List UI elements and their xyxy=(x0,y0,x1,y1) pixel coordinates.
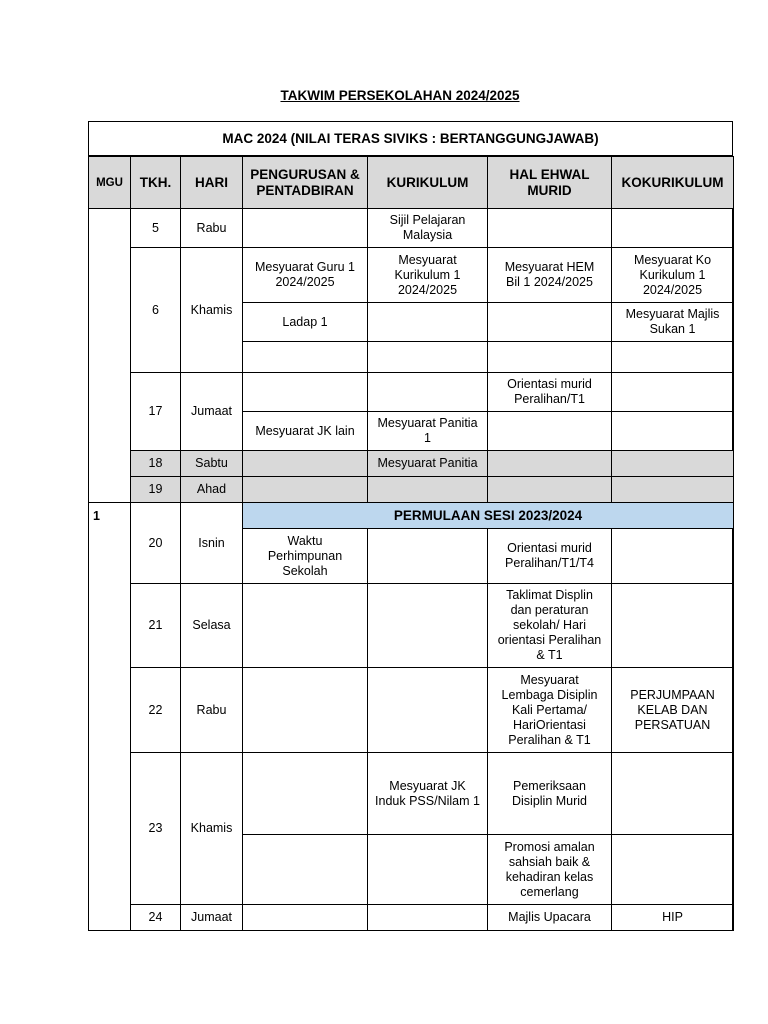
pengurusan-cell: Mesyuarat Guru 1 2024/2025 xyxy=(242,247,368,303)
pengurusan-cell xyxy=(242,208,368,248)
header-mgu: MGU xyxy=(88,156,131,209)
date-cell: 19 xyxy=(130,476,181,503)
header-tkh: TKH. xyxy=(130,156,181,209)
kokurikulum-cell xyxy=(611,476,734,503)
hem-cell xyxy=(487,341,612,373)
pengurusan-cell xyxy=(242,904,368,931)
day-cell: Jumaat xyxy=(180,904,243,931)
pengurusan-cell xyxy=(242,476,368,503)
pengurusan-cell: Ladap 1 xyxy=(242,302,368,342)
kokurikulum-cell xyxy=(611,752,734,835)
kokurikulum-cell xyxy=(611,583,734,668)
kurikulum-cell xyxy=(367,302,488,342)
hem-cell xyxy=(487,450,612,477)
day-cell: Sabtu xyxy=(180,450,243,477)
pengurusan-cell: Mesyuarat JK lain xyxy=(242,411,368,451)
kokurikulum-cell xyxy=(611,411,734,451)
week-cell-empty xyxy=(88,208,131,503)
day-cell: Selasa xyxy=(180,583,243,668)
header-hari: HARI xyxy=(180,156,243,209)
date-cell: 21 xyxy=(130,583,181,668)
pengurusan-cell xyxy=(242,834,368,905)
header-hem: HAL EHWAL MURID xyxy=(487,156,612,209)
date-cell: 17 xyxy=(130,372,181,451)
document-title: TAKWIM PERSEKOLAHAN 2024/2025 xyxy=(280,88,520,103)
header-kurikulum: KURIKULUM xyxy=(367,156,488,209)
kokurikulum-cell: Mesyuarat Ko Kurikulum 1 2024/2025 xyxy=(611,247,734,303)
day-cell: Khamis xyxy=(180,247,243,373)
kurikulum-cell xyxy=(367,904,488,931)
day-cell: Khamis xyxy=(180,752,243,905)
kurikulum-cell xyxy=(367,583,488,668)
pengurusan-cell xyxy=(242,341,368,373)
kurikulum-cell xyxy=(367,528,488,584)
day-cell: Jumaat xyxy=(180,372,243,451)
hem-cell: Orientasi murid Peralihan/T1/T4 xyxy=(487,528,612,584)
kurikulum-cell xyxy=(367,372,488,412)
hem-cell xyxy=(487,476,612,503)
kurikulum-cell xyxy=(367,667,488,753)
kurikulum-cell xyxy=(367,341,488,373)
kurikulum-cell xyxy=(367,834,488,905)
month-header: MAC 2024 (NILAI TERAS SIVIKS : BERTANGGUNGJAWAB) xyxy=(88,121,733,156)
kokurikulum-cell xyxy=(611,450,734,477)
kokurikulum-cell: PERJUMPAAN KELAB DAN PERSATUAN xyxy=(611,667,734,753)
date-cell: 23 xyxy=(130,752,181,905)
kurikulum-cell: Sijil Pelajaran Malaysia xyxy=(367,208,488,248)
week-number: 1 xyxy=(88,502,131,931)
hem-cell: Mesyuarat Lembaga Disiplin Kali Pertama/ HariOrientasi Peralihan & T1 xyxy=(487,667,612,753)
hem-cell: Taklimat Displin dan peraturan sekolah/ Hari orientasi Peralihan & T1 xyxy=(487,583,612,668)
kokurikulum-cell xyxy=(611,341,734,373)
hem-cell: Mesyuarat HEM Bil 1 2024/2025 xyxy=(487,247,612,303)
kokurikulum-cell: Mesyuarat Majlis Sukan 1 xyxy=(611,302,734,342)
hem-cell xyxy=(487,411,612,451)
day-cell: Rabu xyxy=(180,208,243,248)
date-cell: 5 xyxy=(130,208,181,248)
hem-cell: Promosi amalan sahsiah baik & kehadiran kelas cemerlang xyxy=(487,834,612,905)
date-cell: 6 xyxy=(130,247,181,373)
date-cell: 20 xyxy=(130,502,181,584)
pengurusan-cell xyxy=(242,450,368,477)
pengurusan-cell xyxy=(242,752,368,835)
pengurusan-cell xyxy=(242,583,368,668)
kokurikulum-cell xyxy=(611,208,734,248)
kurikulum-cell: Mesyuarat JK Induk PSS/Nilam 1 xyxy=(367,752,488,835)
hem-cell: Pemeriksaan Disiplin Murid xyxy=(487,752,612,835)
date-cell: 22 xyxy=(130,667,181,753)
hem-cell xyxy=(487,208,612,248)
hem-cell xyxy=(487,302,612,342)
kokurikulum-cell xyxy=(611,834,734,905)
day-cell: Ahad xyxy=(180,476,243,503)
date-cell: 18 xyxy=(130,450,181,477)
pengurusan-cell xyxy=(242,372,368,412)
kurikulum-cell xyxy=(367,476,488,503)
kokurikulum-cell xyxy=(611,372,734,412)
kokurikulum-cell: HIP xyxy=(611,904,734,931)
day-cell: Rabu xyxy=(180,667,243,753)
kurikulum-cell: Mesyuarat Panitia 1 xyxy=(367,411,488,451)
pengurusan-cell: Waktu Perhimpunan Sekolah xyxy=(242,528,368,584)
kokurikulum-cell xyxy=(611,528,734,584)
day-cell: Isnin xyxy=(180,502,243,584)
kurikulum-cell: Mesyuarat Panitia xyxy=(367,450,488,477)
kurikulum-cell: Mesyuarat Kurikulum 1 2024/2025 xyxy=(367,247,488,303)
header-kokurikulum: KOKURIKULUM xyxy=(611,156,734,209)
date-cell: 24 xyxy=(130,904,181,931)
header-pengurusan: PENGURUSAN & PENTADBIRAN xyxy=(242,156,368,209)
pengurusan-cell xyxy=(242,667,368,753)
session-banner: PERMULAAN SESI 2023/2024 xyxy=(242,502,734,529)
hem-cell: Orientasi murid Peralihan/T1 xyxy=(487,372,612,412)
hem-cell: Majlis Upacara xyxy=(487,904,612,931)
